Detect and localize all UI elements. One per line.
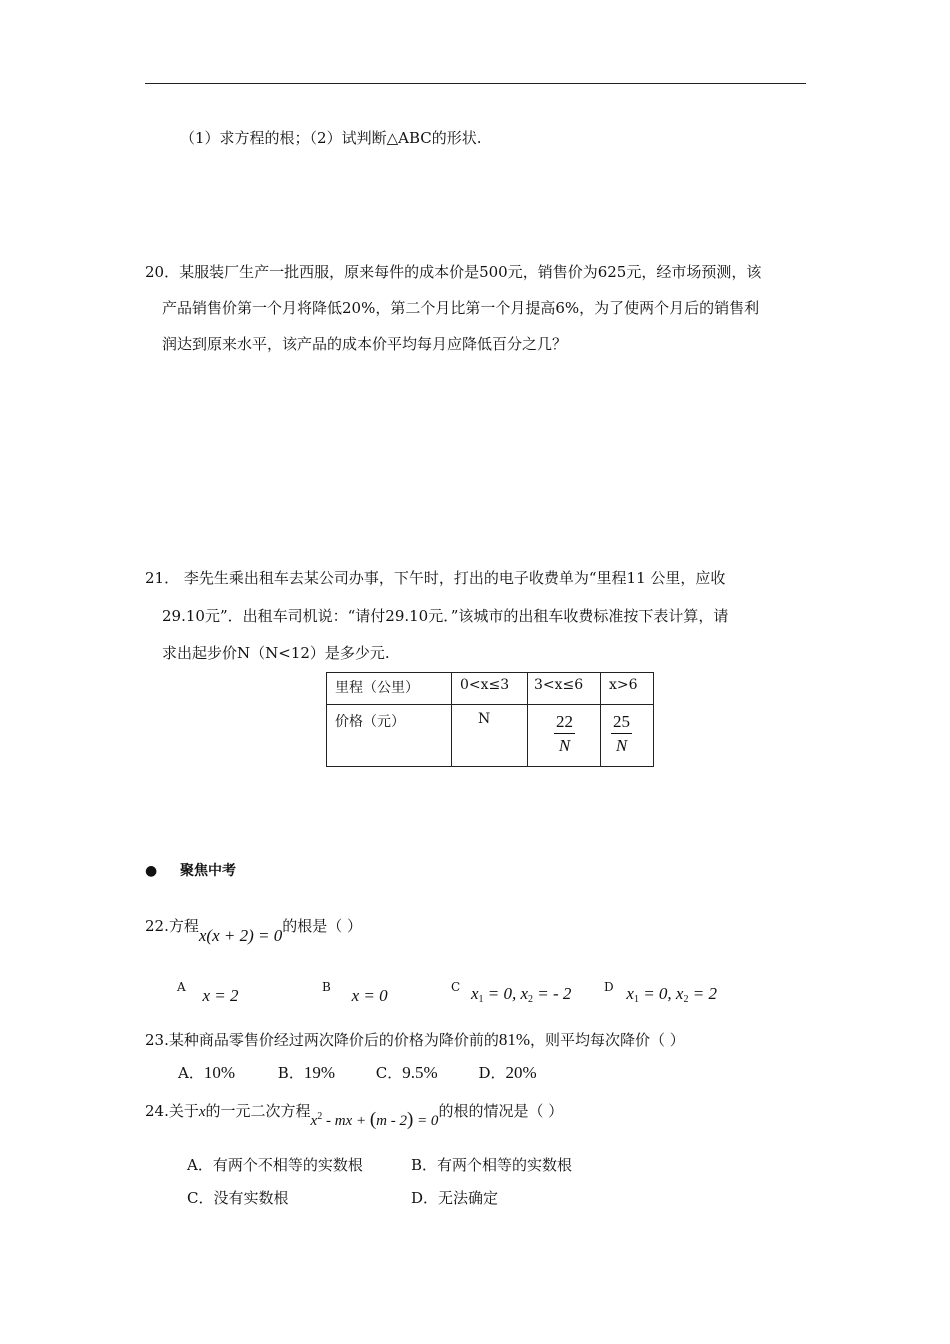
q21-line2: 29.10元”．出租车司机说：“请付29.10元．”该城市的出租车收费标准按下表计算，请 bbox=[162, 607, 729, 625]
fare-header-range2: 3<x≤6 bbox=[528, 673, 601, 705]
fare-price-base: N bbox=[452, 705, 528, 767]
q22-stem: 22.方程x(x + 2) = 0的根是（ ） bbox=[145, 917, 362, 945]
q22-option-a: A x = 2 bbox=[177, 980, 239, 1005]
q24-option-a: A．有两个不相等的实数根 bbox=[187, 1156, 363, 1174]
fare-row-price-label: 价格（元） bbox=[327, 705, 452, 767]
q21-line3: 求出起步价N（N<12）是多少元. bbox=[162, 644, 390, 662]
q20-line2: 产品销售价第一个月将降低20%，第二个月比第一个月提高6%，为了使两个月后的销售利 bbox=[162, 299, 760, 317]
q23-option-a: A．10% bbox=[178, 1063, 236, 1082]
q24-equation: $x^2$ - mx + (m - 2) = 0 bbox=[310, 1109, 439, 1130]
q21-line1: 21． 李先生乘出租车去某公司办事，下午时，打出的电子收费单为“里程11 公里，应收 bbox=[145, 569, 726, 587]
q19-subquestions: （1）求方程的根；（2）试判断△ABC的形状. bbox=[180, 129, 482, 147]
q20-line3: 润达到原来水平，该产品的成本价平均每月应降低百分之几？ bbox=[162, 335, 568, 353]
q20-line1: 20．某服装厂生产一批西服，原来每件的成本价是500元，销售价为625元，经市场预测，该 bbox=[145, 263, 762, 281]
q23-option-c: C．9.5% bbox=[375, 1063, 438, 1082]
q22-option-c-equation: $x_1 = 0$, $x_2$ = - 2 bbox=[470, 984, 572, 1005]
header-rule bbox=[145, 83, 806, 84]
fraction-25-over-n: $\frac{25}{N}$ bbox=[613, 712, 630, 755]
fare-table bbox=[326, 672, 654, 767]
q24-stem: 24.关于x的一元二次方程$x^2$ - mx + (m - 2) = 0的根的情况是（ ） bbox=[145, 1102, 564, 1130]
fare-header-distance: 里程（公里） bbox=[327, 673, 452, 705]
q22-option-d: D $x_1 = 0$, $x_2 = 2$ bbox=[604, 980, 717, 1005]
fraction-22-over-n: $\frac{22}{N}$ bbox=[556, 712, 573, 755]
q23-options bbox=[178, 1063, 537, 1083]
fare-price-range2 bbox=[528, 705, 601, 767]
q22-option-d-equation: $x_1 = 0$, $x_2 = 2$ bbox=[626, 984, 717, 1005]
fare-header-range3: x>6 bbox=[601, 673, 654, 705]
fare-price-range3 bbox=[601, 705, 654, 767]
q22-option-b: B x = 0 bbox=[322, 980, 388, 1005]
q23-option-d: D．20% bbox=[478, 1063, 537, 1082]
bullet-icon: ● bbox=[145, 863, 158, 879]
q23-stem: 23.某种商品零售价经过两次降价后的价格为降价前的81%，则平均每次降价（ ） bbox=[145, 1030, 685, 1049]
q22-equation: x(x + 2) = 0 bbox=[198, 926, 283, 945]
section-header bbox=[145, 860, 236, 880]
section-title: 聚焦中考 bbox=[180, 863, 236, 879]
fare-header-range1: 0<x≤3 bbox=[452, 673, 528, 705]
q22-option-c: C $x_1 = 0$, $x_2$ = - 2 bbox=[451, 980, 572, 1005]
q24-option-b: B．有两个相等的实数根 bbox=[411, 1156, 573, 1174]
q24-option-c: C．没有实数根 bbox=[187, 1189, 289, 1207]
q24-option-d: D．无法确定 bbox=[411, 1189, 499, 1207]
q23-option-b: B．19% bbox=[277, 1063, 335, 1082]
